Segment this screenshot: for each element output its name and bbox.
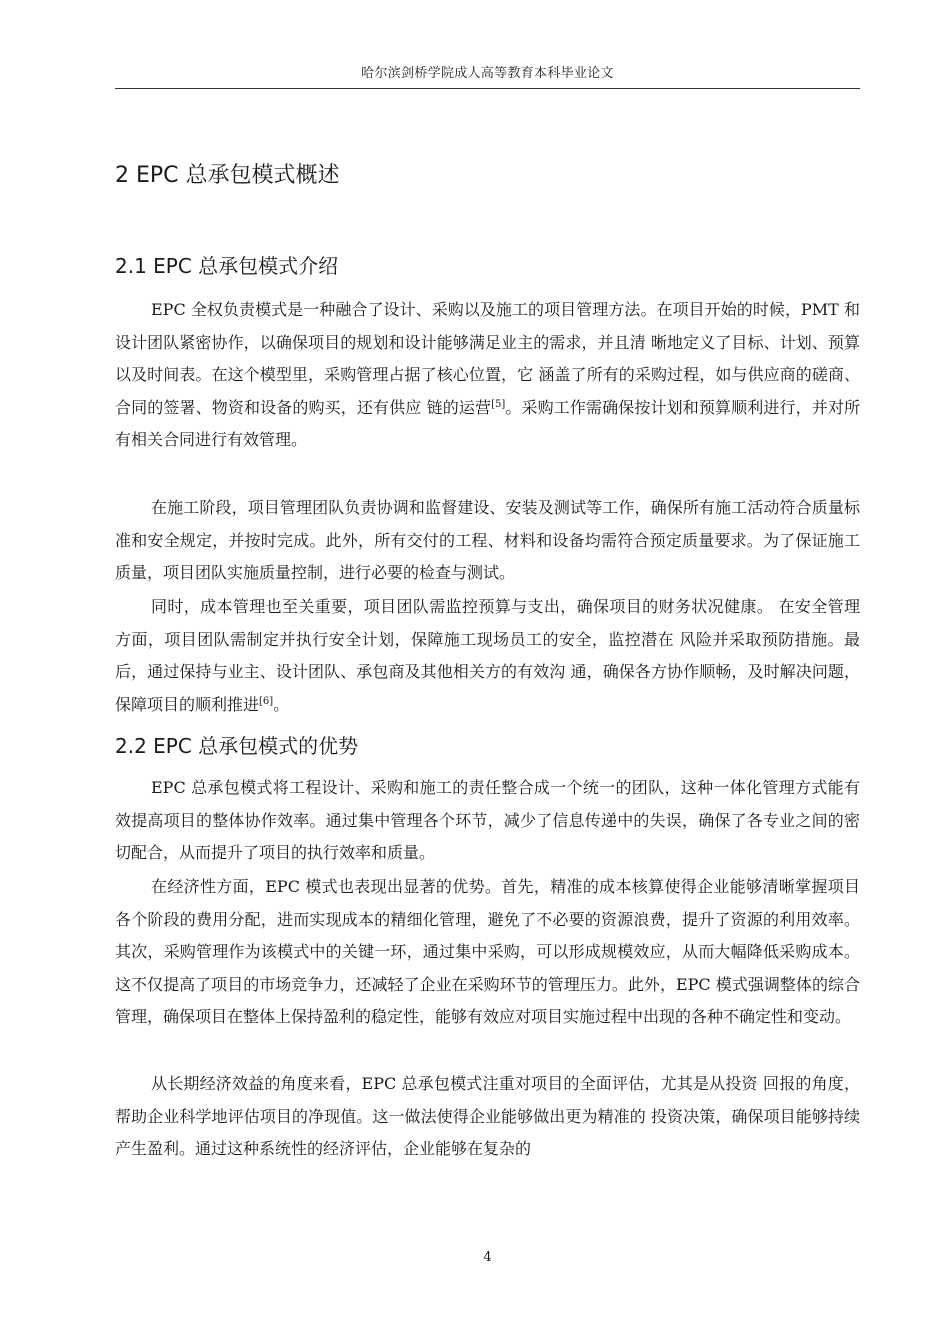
paragraph-text: EPC 全权负责模式是一种融合了设计、采购以及施工的项目管理方法。在项目开始的时候，PMT 和设计团队紧密协作，以确保项目的规划和设计能够满足业主的需求，并且清 晰地定义了目标、计划、预算以及时间表。在这个模型里，采购管理占据了核心位置，它 涵盖了所有的采购过程，如与供应商的磋商、合同的签署、物资和设备的购买，还有供应 链的运营 [115,300,860,417]
citation: [5] [491,398,506,410]
paragraph-text: 同时，成本管理也至关重要，项目团队需监控预算与支出，确保项目的财务状况健康。 在安全管理方面，项目团队需制定并执行安全计划，保障施工现场员工的安全，监控潜在 风险并采取预防措施。最后，通过保持与业主、设计团队、承包商及其他相关方的有效沟 通，确保各方协作顺畅，及时解决问题，保障项目的顺利推进 [115,597,860,714]
paragraph-text: 从长期经济效益的角度来看，EPC 总承包模式注重对项目的全面评估，尤其是从投资 回报的角度，帮助企业科学地评估项目的净现值。这一做法使得企业能够做出更为精准的 投资决策，确保项目能够持续产生盈利。通过这种系统性的经济评估，企业能够在复杂的 [115,1074,860,1159]
section-title-2-1: 2.1 EPC 总承包模式介绍 [115,254,339,278]
paragraph-text: EPC 总承包模式将工程设计、采购和施工的责任整合成一个统一的团队，这种一体化管理方式能有效提高项目的整体协作效率。通过集中管理各个环节，减少了信息传递中的失误，确保了各专业之间的密切配合，从而提升了项目的执行效率和质量。 [115,778,860,863]
paragraph [115,294,860,457]
page-header: 哈尔滨剑桥学院成人高等教育本科毕业论文 [361,66,614,81]
chapter-title: 2 EPC 总承包模式概述 [115,163,340,188]
paragraph [115,1068,860,1166]
page-number: 4 [483,1250,492,1265]
paragraph [115,871,860,1034]
paragraph-text: 。 [273,694,290,714]
paragraph-text: 在施工阶段，项目管理团队负责协调和监督建设、安装及测试等工作，确保所有施工活动符合质量标准和安全规定，并按时完成。此外，所有交付的工程、材料和设备均需符合预定质量要求。为了保证施工质量，项目团队实施质量控制，进行必要的检查与测试。 [115,498,860,583]
paragraph [115,591,860,721]
citation: [6] [259,695,274,707]
paragraph [115,492,860,590]
header-divider [115,88,860,89]
paragraph-text: 在经济性方面，EPC 模式也表现出显著的优势。首先，精准的成本核算使得企业能够清晰掌握项目各个阶段的费用分配，进而实现成本的精细化管理，避免了不必要的资源浪费，提升了资源的利用效率。其次，采购管理作为该模式中的关键一环，通过集中采购，可以形成规模效应，从而大幅降低采购成本。这不仅提高了项目的市场竞争力，还减轻了企业在采购环节的管理压力。此外，EPC 模式强调整体的综合管理，确保项目在整体上保持盈利的稳定性，能够有效应对项目实施过程中出现的各种不确定性和变动。 [115,877,860,1027]
paragraph [115,772,860,870]
section-title-2-2: 2.2 EPC 总承包模式的优势 [115,734,359,758]
paragraph-text: 。采购工作需确保按计划和预算顺利进行，并对所有相关合同进行有效管理。 [115,397,860,450]
